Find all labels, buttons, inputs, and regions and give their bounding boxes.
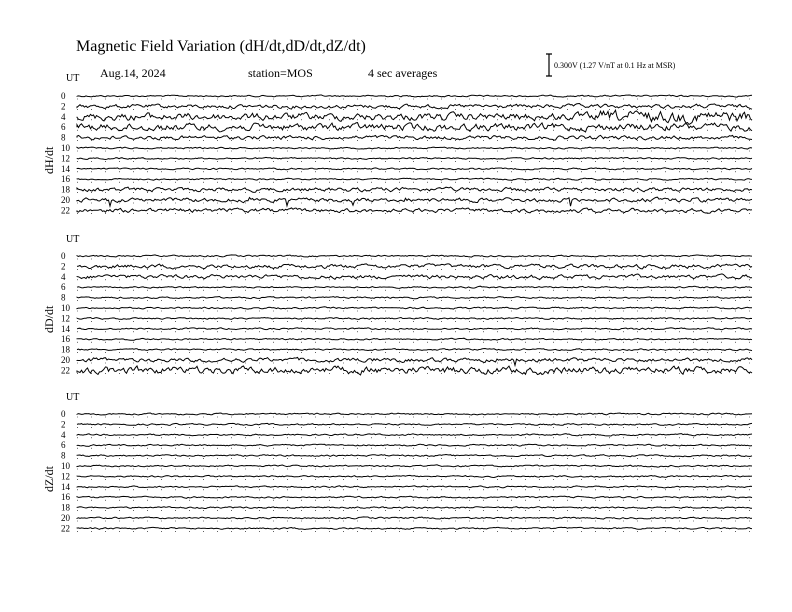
row-label-dZdt-20: 20: [61, 513, 70, 523]
panel-label-dd: dD/dt: [42, 305, 56, 333]
trace-dHdt-8: [77, 135, 752, 140]
scale-bar: [546, 54, 552, 76]
row-label-dHdt-22: 22: [61, 205, 70, 216]
row-label-dDdt-8: 8: [61, 292, 66, 303]
trace-dZdt-0: [77, 413, 752, 415]
row-label-dZdt-16: 16: [61, 492, 70, 503]
row-label-dDdt-22: 22: [61, 365, 70, 376]
row-label-dZdt-4: 4: [61, 429, 66, 440]
trace-dDdt-10: [77, 307, 752, 309]
trace-dZdt-20: [77, 517, 752, 519]
row-label-dDdt-10: 10: [61, 303, 70, 313]
row-label-dHdt-10: 10: [61, 143, 70, 153]
chart-title: Magnetic Field Variation (dH/dt,dD/dt,dZ/dt): [76, 38, 366, 55]
trace-dDdt-22: [77, 366, 752, 375]
trace-dZdt-8: [77, 455, 752, 457]
row-label-dHdt-4: 4: [61, 111, 66, 122]
trace-dHdt-16: [77, 178, 752, 180]
ut-label-dd: UT: [66, 234, 80, 245]
row-label-dDdt-2: 2: [61, 261, 66, 272]
row-label-dZdt-18: 18: [61, 502, 70, 513]
date-label: Aug.14, 2024: [100, 66, 166, 80]
row-label-dHdt-8: 8: [61, 132, 66, 143]
trace-dDdt-4: [77, 274, 752, 279]
trace-dZdt-10: [77, 465, 752, 467]
trace-dDdt-12: [77, 318, 752, 320]
trace-dHdt-14: [77, 168, 752, 170]
trace-dZdt-2: [77, 423, 752, 425]
trace-dHdt-4: [77, 110, 752, 124]
row-label-dDdt-4: 4: [61, 271, 66, 282]
panel-label-dh: dH/dt: [42, 146, 56, 174]
trace-dZdt-18: [77, 507, 752, 509]
trace-dHdt-12: [77, 157, 752, 159]
row-label-dDdt-18: 18: [61, 344, 70, 355]
row-label-dZdt-8: 8: [61, 450, 66, 461]
row-label-dZdt-2: 2: [61, 419, 66, 430]
trace-dHdt-18: [77, 187, 752, 192]
row-label-dDdt-0: 0: [61, 251, 66, 261]
averaging-label: 4 sec averages: [368, 66, 438, 80]
trace-dHdt-20: [77, 197, 752, 206]
row-label-dHdt-18: 18: [61, 184, 70, 195]
trace-dDdt-6: [77, 286, 752, 288]
row-label-dZdt-0: 0: [61, 409, 66, 419]
trace-dHdt-6: [77, 123, 752, 132]
row-label-dDdt-20: 20: [61, 355, 70, 365]
row-label-dHdt-14: 14: [61, 163, 70, 174]
row-label-dDdt-14: 14: [61, 323, 70, 334]
row-label-dDdt-6: 6: [61, 282, 66, 293]
trace-dDdt-18: [77, 349, 752, 351]
station-label: station=MOS: [248, 66, 313, 80]
row-label-dZdt-6: 6: [61, 440, 66, 451]
row-label-dHdt-20: 20: [61, 195, 70, 205]
trace-dHdt-22: [77, 208, 752, 213]
trace-dHdt-2: [77, 104, 752, 110]
row-label-dHdt-2: 2: [61, 101, 66, 112]
trace-dZdt-6: [77, 444, 752, 446]
trace-dDdt-16: [77, 338, 752, 340]
scale-note: 0.300V (1.27 V/nT at 0.1 Hz at MSR): [554, 61, 676, 70]
trace-dZdt-4: [77, 434, 752, 436]
row-label-dZdt-12: 12: [61, 471, 70, 482]
panel-label-dz: dZ/dt: [42, 466, 56, 492]
trace-dDdt-8: [77, 297, 752, 299]
row-label-dHdt-12: 12: [61, 153, 70, 164]
row-label-dZdt-14: 14: [61, 481, 70, 492]
row-label-dHdt-6: 6: [61, 122, 66, 133]
trace-dDdt-14: [77, 328, 752, 330]
row-label-dHdt-16: 16: [61, 174, 70, 185]
trace-dDdt-20: [77, 357, 752, 365]
trace-dZdt-14: [77, 486, 752, 488]
trace-dDdt-0: [77, 255, 752, 257]
row-label-dHdt-0: 0: [61, 91, 66, 101]
row-label-dZdt-10: 10: [61, 461, 70, 471]
row-label-dDdt-16: 16: [61, 334, 70, 345]
row-label-dZdt-22: 22: [61, 523, 70, 534]
row-label-dDdt-12: 12: [61, 313, 70, 324]
trace-dZdt-12: [77, 475, 752, 477]
trace-dZdt-22: [77, 527, 752, 529]
trace-dHdt-10: [77, 147, 752, 149]
ut-label-dh: UT: [66, 73, 80, 84]
trace-dZdt-16: [77, 496, 752, 498]
trace-dHdt-0: [77, 95, 752, 97]
ut-label-dz: UT: [66, 392, 80, 403]
trace-dDdt-2: [77, 264, 752, 270]
